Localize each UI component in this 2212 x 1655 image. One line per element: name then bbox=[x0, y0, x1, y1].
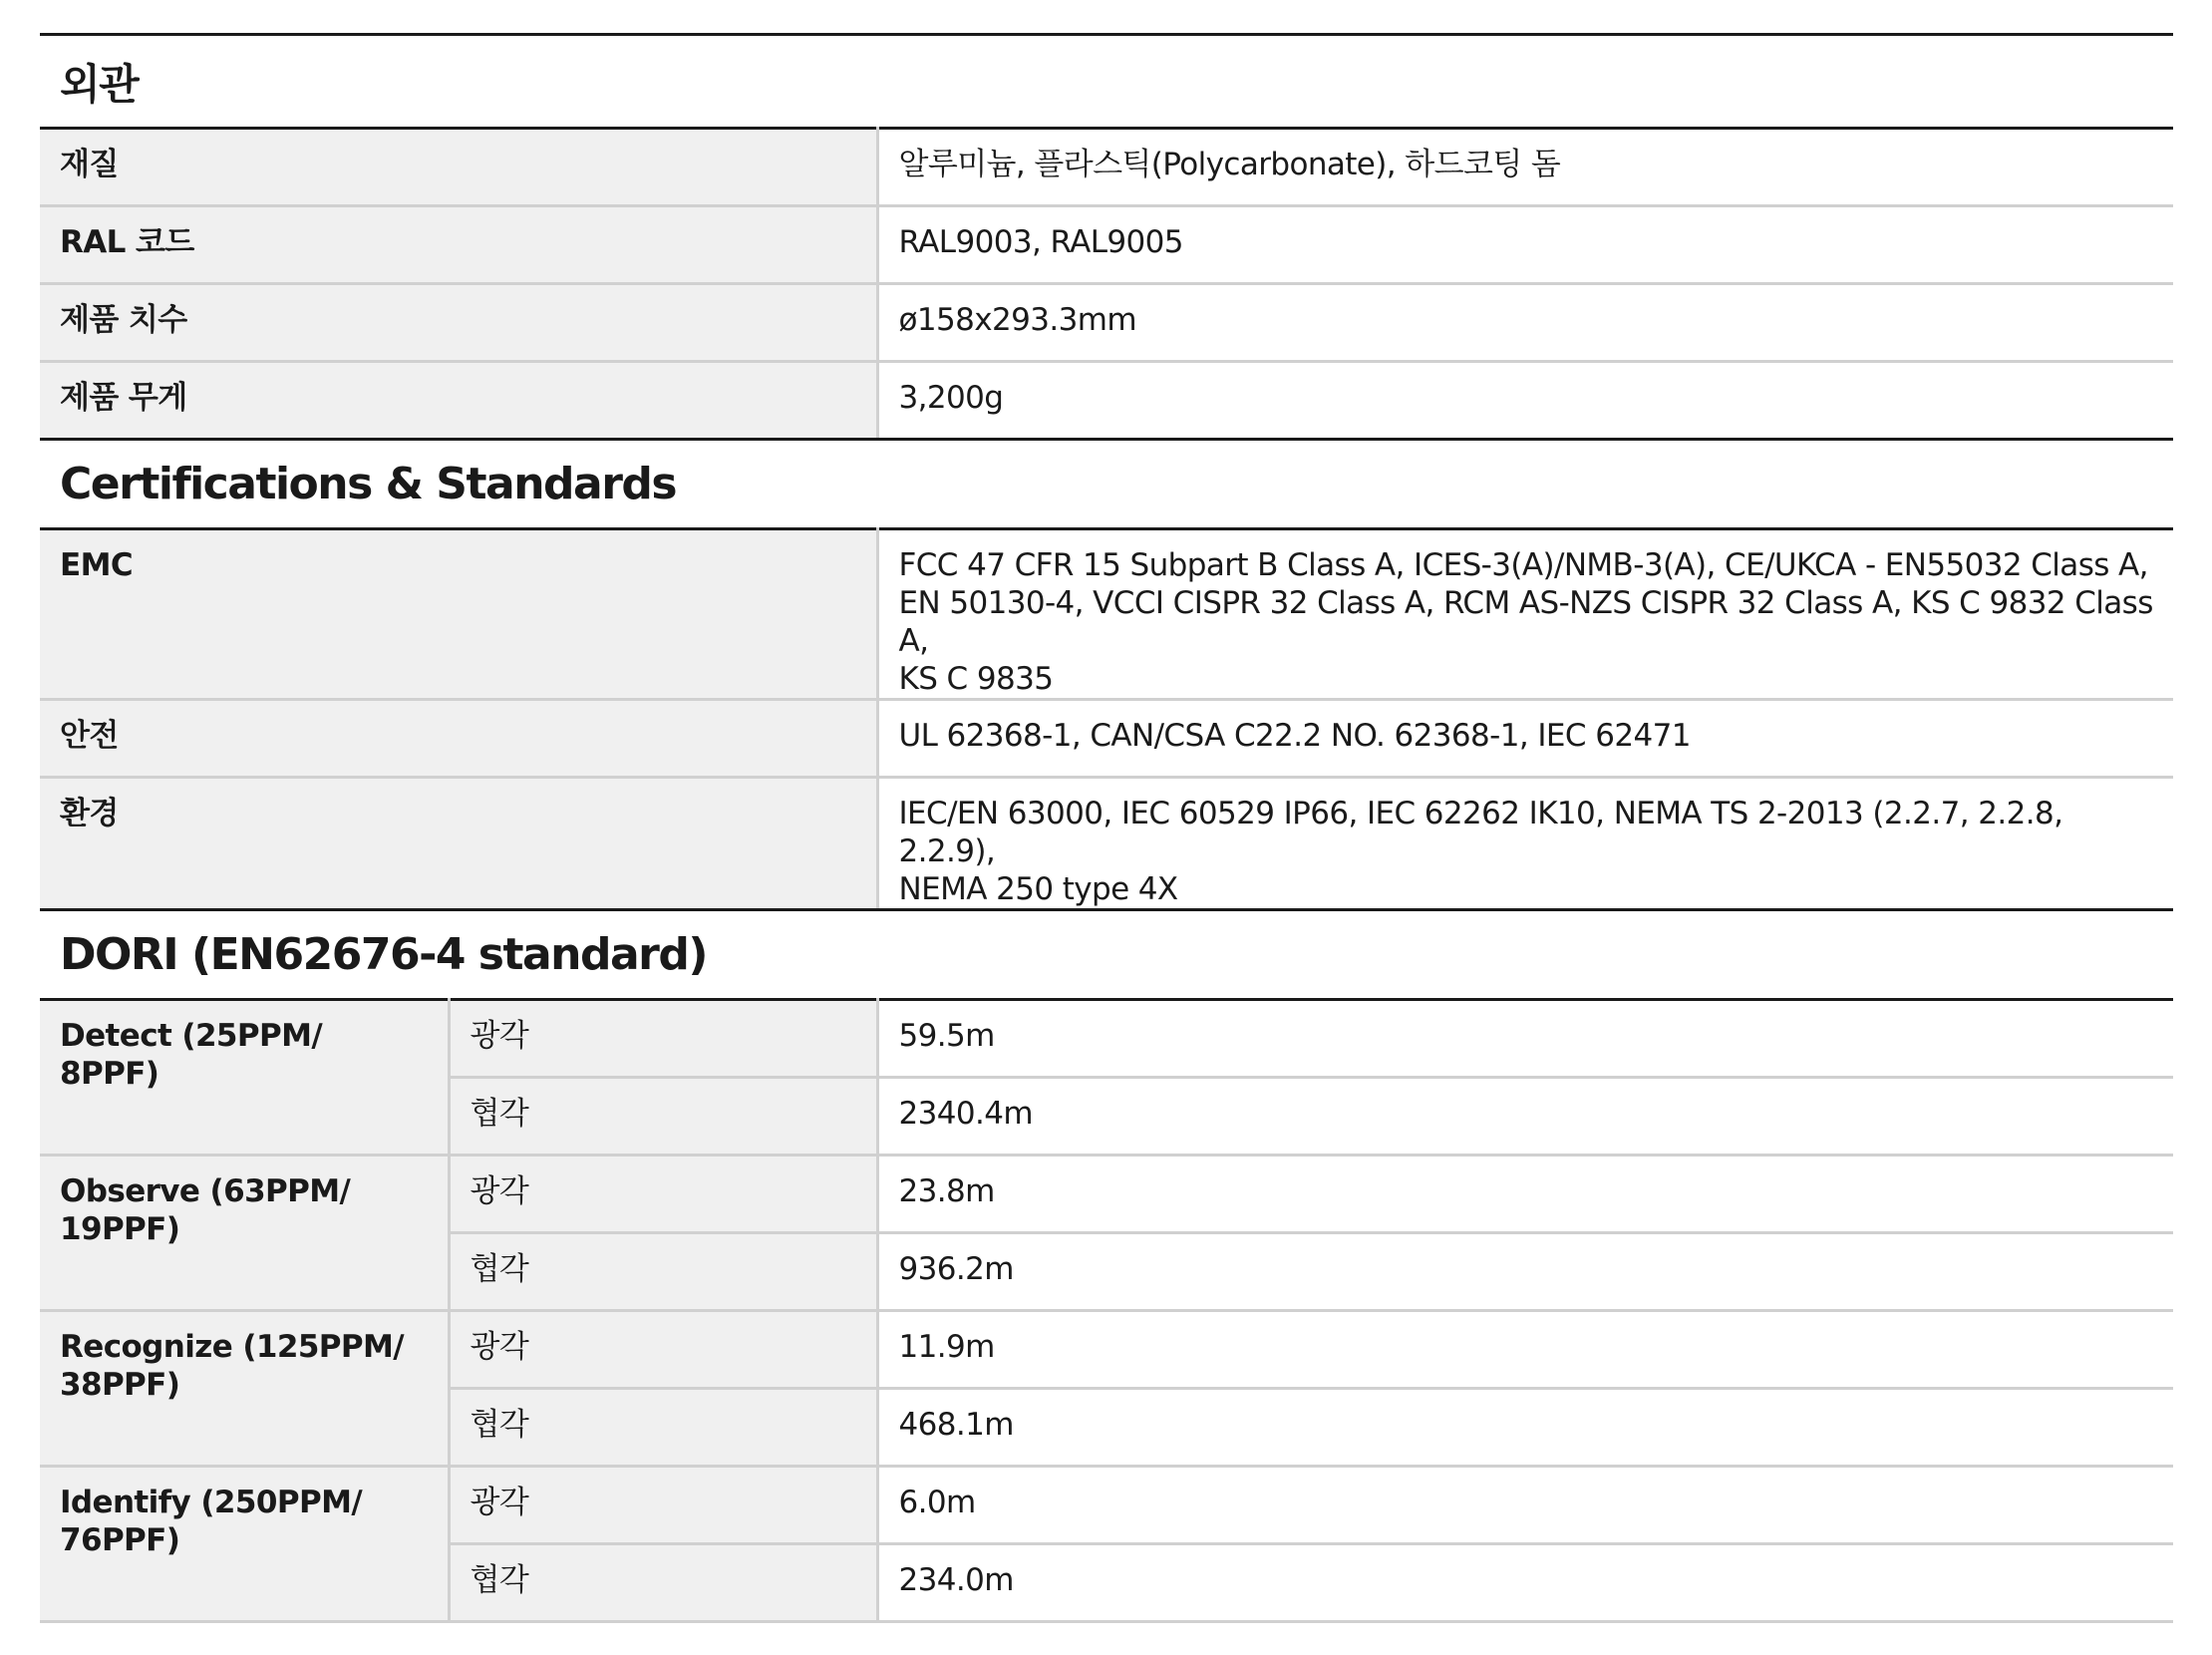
row-label: 환경 bbox=[40, 778, 877, 910]
lens-label: 협각 bbox=[449, 1389, 877, 1467]
row-value: 3,200g bbox=[877, 362, 2173, 440]
table-row bbox=[40, 206, 2173, 284]
value-line: UL 62368-1, CAN/CSA C22.2 NO. 62368-1, IEC 62471 bbox=[898, 718, 1691, 754]
section-title-dori: DORI (EN62676-4 standard) bbox=[60, 929, 707, 980]
distance-value: 468.1m bbox=[877, 1389, 2173, 1467]
label-line: 76PPF) bbox=[60, 1522, 180, 1558]
distance-value: 59.5m bbox=[877, 1000, 2173, 1078]
distance-value: 234.0m bbox=[877, 1544, 2173, 1622]
table-row bbox=[40, 529, 2173, 700]
row-label: 제품 치수 bbox=[40, 284, 877, 362]
spec-sheet bbox=[40, 33, 2173, 1623]
value-line: FCC 47 CFR 15 Subpart B Class A, ICES-3(A)/NMB-3(A), CE/UKCA - EN55032 Class A, bbox=[898, 547, 2148, 583]
label-line: Recognize (125PPM/ bbox=[60, 1329, 405, 1365]
section-title-appearance: 외관 bbox=[40, 33, 2173, 127]
dori-group-label bbox=[40, 1000, 449, 1156]
lens-label: 광각 bbox=[449, 1311, 877, 1389]
distance-value: 6.0m bbox=[877, 1467, 2173, 1544]
dori-group-label bbox=[40, 1467, 449, 1622]
label-line: 38PPF) bbox=[60, 1367, 180, 1403]
row-label: 안전 bbox=[40, 700, 877, 778]
table-row bbox=[40, 1000, 2173, 1078]
appearance-table bbox=[40, 127, 2173, 441]
value-line: EN 50130-4, VCCI CISPR 32 Class A, RCM AS-NZS CISPR 32 Class A, KS C 9832 Class A, bbox=[898, 585, 2153, 659]
table-row bbox=[40, 1467, 2173, 1544]
dori-table bbox=[40, 998, 2173, 1623]
distance-value: 2340.4m bbox=[877, 1078, 2173, 1156]
lens-label: 광각 bbox=[449, 1156, 877, 1233]
distance-value: 936.2m bbox=[877, 1233, 2173, 1311]
lens-label: 광각 bbox=[449, 1000, 877, 1078]
value-line: KS C 9835 bbox=[898, 661, 1054, 697]
row-label: EMC bbox=[40, 529, 877, 700]
dori-group-label bbox=[40, 1156, 449, 1311]
table-row bbox=[40, 1311, 2173, 1389]
value-line: IEC/EN 63000, IEC 60529 IP66, IEC 62262 IK10, NEMA TS 2-2013 (2.2.7, 2.2.8, 2.2.9), bbox=[898, 796, 2063, 869]
section-title-certifications: Certifications & Standards bbox=[60, 459, 677, 509]
row-label: RAL 코드 bbox=[40, 206, 877, 284]
table-row bbox=[40, 778, 2173, 910]
label-line: Detect (25PPM/ 8PPF) bbox=[60, 1018, 323, 1092]
value-line: NEMA 250 type 4X bbox=[898, 871, 1178, 907]
lens-label: 광각 bbox=[449, 1467, 877, 1544]
row-value: ø158x293.3mm bbox=[877, 284, 2173, 362]
row-value bbox=[877, 778, 2173, 910]
table-row bbox=[40, 1156, 2173, 1233]
row-value: 알루미늄, 플라스틱(Polycarbonate), 하드코팅 돔 bbox=[877, 129, 2173, 206]
row-value bbox=[877, 700, 2173, 778]
table-row bbox=[40, 129, 2173, 206]
label-line: Identify (250PPM/ bbox=[60, 1485, 363, 1520]
distance-value: 11.9m bbox=[877, 1311, 2173, 1389]
table-row bbox=[40, 284, 2173, 362]
lens-label: 협각 bbox=[449, 1233, 877, 1311]
dori-group-label bbox=[40, 1311, 449, 1467]
row-value: RAL9003, RAL9005 bbox=[877, 206, 2173, 284]
certifications-table bbox=[40, 527, 2173, 911]
table-row bbox=[40, 362, 2173, 440]
row-label: 재질 bbox=[40, 129, 877, 206]
label-line: Observe (63PPM/ 19PPF) bbox=[60, 1173, 351, 1247]
lens-label: 협각 bbox=[449, 1078, 877, 1156]
row-label: 제품 무게 bbox=[40, 362, 877, 440]
lens-label: 협각 bbox=[449, 1544, 877, 1622]
table-row bbox=[40, 700, 2173, 778]
distance-value: 23.8m bbox=[877, 1156, 2173, 1233]
row-value bbox=[877, 529, 2173, 700]
